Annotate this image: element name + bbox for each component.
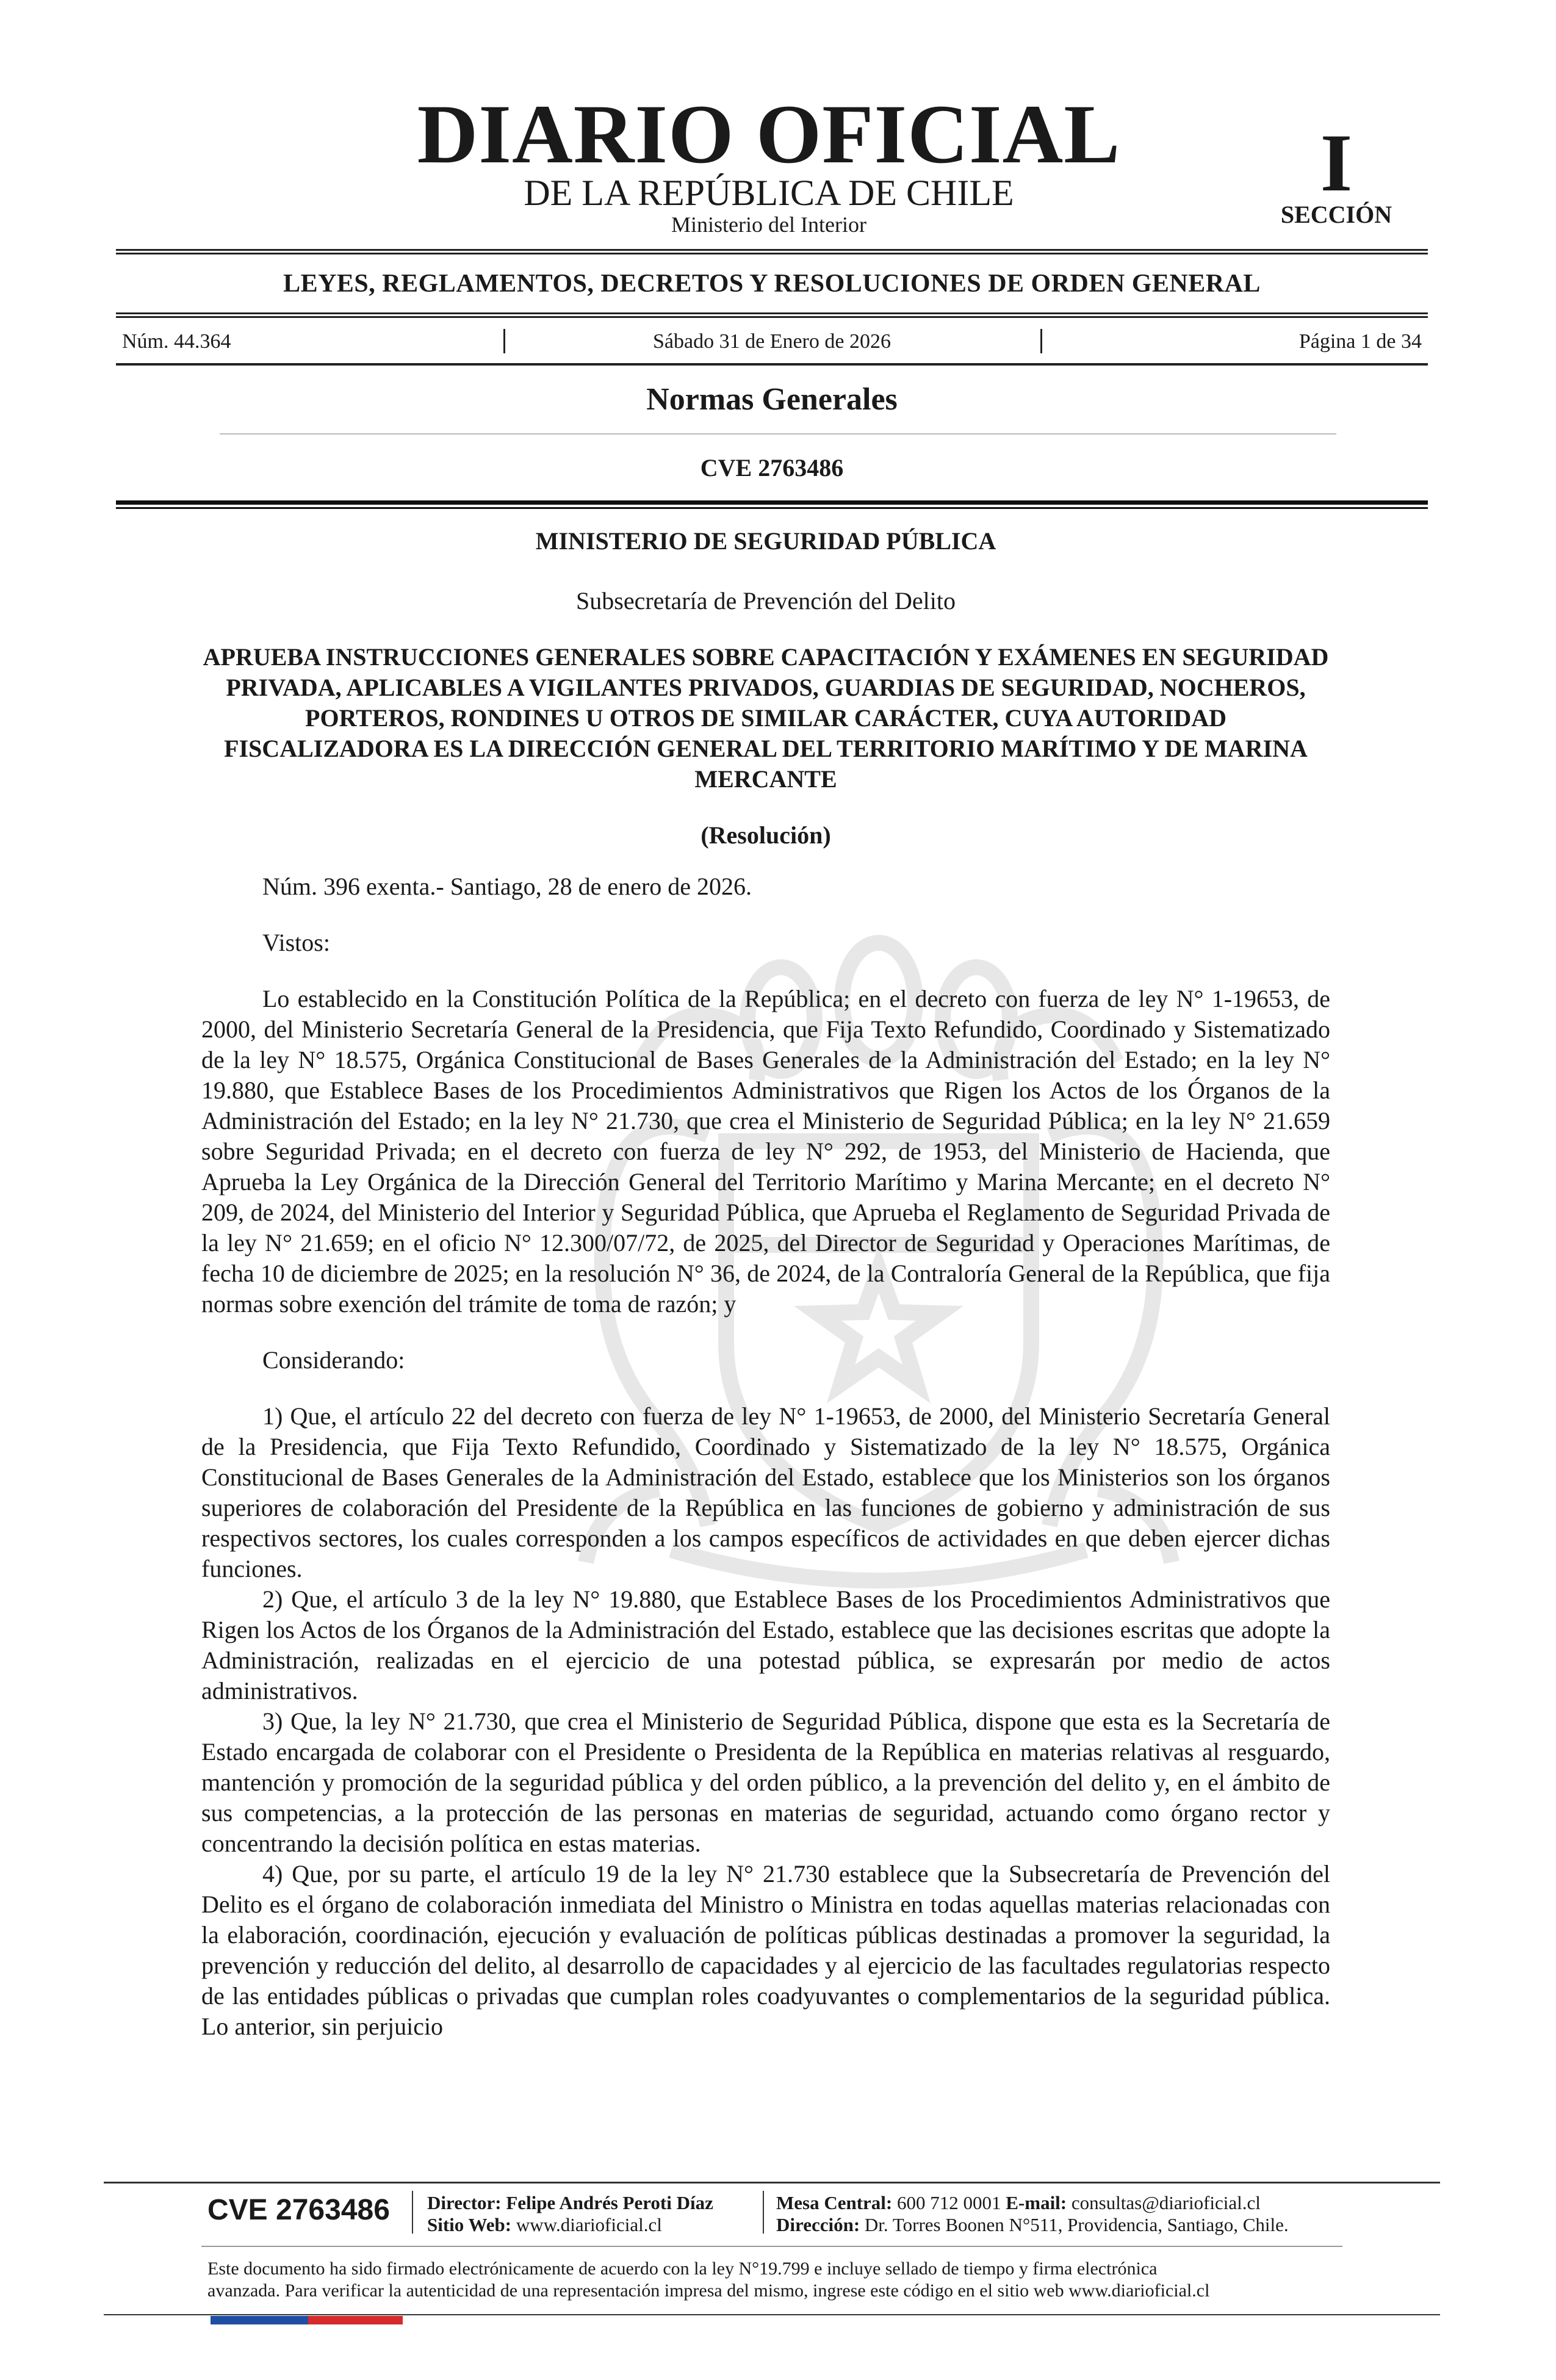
address-value: Dr. Torres Boonen N°511, Providencia, Santiago, Chile.	[864, 2214, 1289, 2235]
footer-divider	[201, 2246, 1342, 2247]
considerando-paragraph: 2) Que, el artículo 3 de la ley N° 19.880, que Establece Bases de los Procedimientos Administrativos que Rigen los Actos de los Órganos de la Administración del Estado, establece que las decisiones escritas que adopte la Administración, realizadas en el ejercicio de una potestad pública, se expresarán por medio de actos administrativos.	[201, 1585, 1330, 1704]
signature-notice-line: avanzada. Para verificar la autenticidad de una representación impresa del mismo, ingrese este código en el sitio web www.diarioficial.cl	[207, 2281, 1210, 2301]
issue-date: Sábado 31 de Enero de 2026	[653, 330, 891, 353]
considerando-paragraph: 4) Que, por su parte, el artículo 19 de la ley N° 21.730 establece que la Subsecretaría de Prevención del Delito es el órgano de colaboración inmediata del Ministro o Ministra en todas aquellas materias relacionadas con la elaboración, coordinación, ejecución y evaluación de políticas públicas destinadas a promover la seguridad, la prevención y reducción del delito, al desarrollo de capacidades y al ejercicio de las facultades regulatorias respecto de las entidades públicas o privadas que cumplan roles coadyuvantes o complementarios de la seguridad pública. Lo anterior, sin perjuicio	[201, 1860, 1330, 2040]
issue-separator	[1040, 329, 1042, 353]
header-rule-top	[116, 249, 1428, 254]
vistos-label: Vistos:	[262, 929, 330, 956]
header-rule-middle	[116, 312, 1428, 318]
newspaper-title: DIARIO OFICIAL	[417, 87, 1121, 181]
issue-bar	[116, 326, 1428, 357]
signature-notice	[207, 2258, 1342, 2302]
document-body	[201, 526, 1330, 2042]
footer-separator	[412, 2191, 413, 2234]
footer-bottom-rule	[104, 2314, 1440, 2315]
considerando-paragraph: 1) Que, el artículo 22 del decreto con fuerza de ley N° 1-19653, de 2000, del Ministerio Secretaría General de la Presidencia, que Fija Texto Refundido, Coordinado y Sistematizado de la ley N° 18.575, Orgánica Constitucional de Bases Generales de la Administración del Estado, establece que los Ministerios son los órganos superiores de colaboración del Presidente de la República en las funciones de gobierno y administración de sus respectivos sectores, los cuales corresponden a los campos específicos de actividades en que deben ejercer dichas funciones.	[201, 1402, 1330, 1582]
footer-separator	[763, 2191, 764, 2234]
considerando-paragraph: 3) Que, la ley N° 21.730, que crea el Ministerio de Seguridad Pública, dispone que esta es la Secretaría de Estado encargada de colaborar con el Presidente o Presidenta de la República en materias relativas al resguardo, mantención y promoción de la seguridad pública y del orden público, a la prevención del delito y, en el ámbito de sus competencias, a la protección de las personas en materias de seguridad, actuando como órgano rector y concentrando la decisión política en estas materias.	[201, 1707, 1330, 1857]
flag-stripe-red	[308, 2316, 403, 2324]
publication-subheader: LEYES, REGLAMENTOS, DECRETOS Y RESOLUCIONES DE ORDEN GENERAL	[283, 270, 1261, 298]
newspaper-subtitle: DE LA REPÚBLICA DE CHILE	[524, 173, 1014, 213]
director-name: Felipe Andrés Peroti Díaz	[506, 2192, 713, 2213]
resolution-title: APRUEBA INSTRUCCIONES GENERALES SOBRE CAPACITACIÓN Y EXÁMENES EN SEGURIDAD PRIVADA, APLICABLES A VIGILANTES PRIVADOS, GUARDIAS DE SEGURIDAD, NOCHEROS, PORTEROS, RONDINES U OTROS DE SIMILAR CARÁCTER, CUYA AUTORIDAD FISCALIZADORA ES LA DIRECCIÓN GENERAL DEL TERRITORIO MARÍTIMO Y DE MARINA MERCANTE	[203, 643, 1329, 793]
considerando-label: Considerando:	[262, 1346, 405, 1374]
phone-label: Mesa Central:	[776, 2192, 893, 2213]
document-type: (Resolución)	[701, 821, 831, 849]
undersecretariat: Subsecretaría de Prevención del Delito	[576, 587, 956, 615]
flag-stripe-blue	[211, 2316, 308, 2324]
content-top-rule	[116, 500, 1428, 509]
vistos-paragraph: Lo establecido en la Constitución Política de la República; en el decreto con fuerza de ley N° 1-19653, de 2000, del Ministerio Secretaría General de la Presidencia, que Fija Texto Refundido, Coordinado y Sistematizado de la ley N° 18.575, Orgánica Constitucional de Bases Generales de la Administración del Estado; en la ley N° 19.880, que Establece Bases de los Procedimientos Administrativos que Rigen los Actos de los Órganos de la Administración del Estado; en la ley N° 21.730, que crea el Ministerio de Seguridad Pública; en la ley N° 21.659 sobre Seguridad Privada; en el decreto con fuerza de ley N° 292, de 1953, del Ministerio de Hacienda, que Aprueba la Ley Orgánica de la Dirección General del Territorio Marítimo y Marina Mercante; en el decreto N° 209, de 2024, del Ministerio del Interior y Seguridad Pública, que Aprueba el Reglamento de Seguridad Privada de la ley N° 21.659; en el oficio N° 12.300/07/72, de 2025, del Director de Seguridad y Operaciones Marítimas, de fecha 10 de diciembre de 2025; en la resolución N° 36, de 2024, de la Contraloría General de la República, que fija normas sobre exención del trámite de toma de razón; y	[201, 985, 1330, 1318]
resolution-number: Núm. 396 exenta.- Santiago, 28 de enero de 2026.	[262, 873, 752, 900]
website-link[interactable]: www.diarioficial.cl	[516, 2214, 662, 2235]
footer-rule	[104, 2182, 1440, 2183]
page-indicator: Página 1 de 34	[1298, 330, 1422, 353]
ministry-heading: MINISTERIO DE SEGURIDAD PÚBLICA	[535, 527, 996, 555]
address-label: Dirección:	[776, 2214, 860, 2235]
footer-contact-block	[776, 2192, 1289, 2236]
section-title: Normas Generales	[646, 382, 898, 417]
issue-rule	[116, 363, 1428, 366]
section-indicator	[1269, 118, 1403, 228]
phone-number: 600 712 0001	[897, 2192, 1001, 2213]
section-number: I	[1320, 118, 1353, 209]
cve-header: CVE 2763486	[700, 454, 844, 481]
footer-director-block	[427, 2192, 713, 2236]
website-label: Sitio Web:	[427, 2214, 512, 2235]
director-label: Director:	[427, 2192, 502, 2213]
section-divider	[220, 433, 1336, 435]
footer-cve: CVE 2763486	[207, 2194, 390, 2226]
email-label: E-mail:	[1006, 2192, 1067, 2213]
email-link[interactable]: consultas@diarioficial.cl	[1071, 2192, 1261, 2213]
signature-notice-line: Este documento ha sido firmado electrónicamente de acuerdo con la ley N°19.799 e incluye sellado de tiempo y firma electrónica	[207, 2259, 1158, 2279]
issue-number: Núm. 44.364	[122, 330, 231, 353]
ministry-line: Ministerio del Interior	[671, 212, 866, 237]
section-label: SECCIÓN	[1280, 201, 1392, 228]
